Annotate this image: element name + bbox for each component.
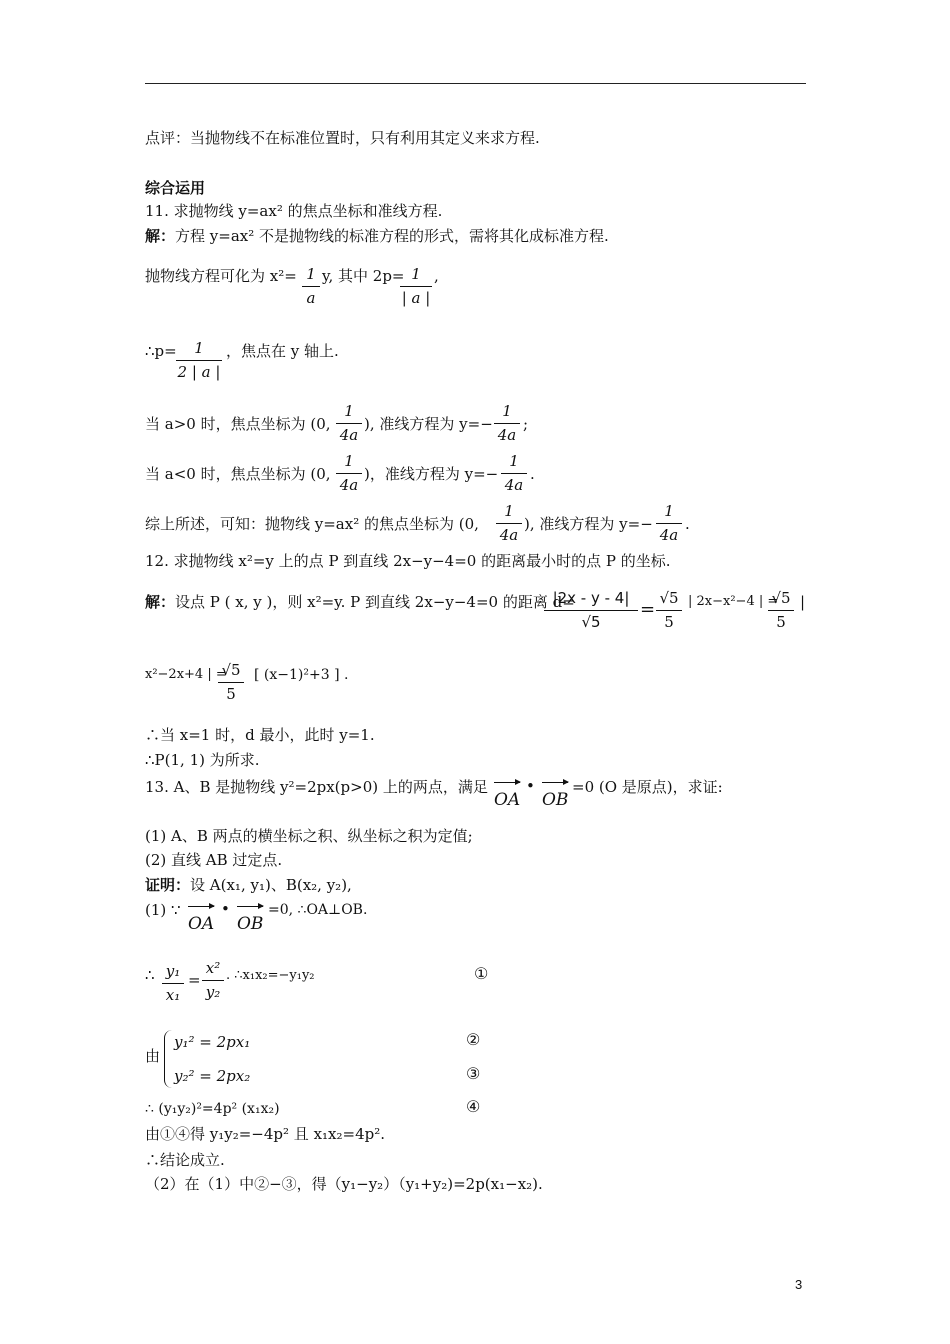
marker-3: ③	[466, 1064, 481, 1083]
solution-label: 解：	[145, 593, 176, 611]
fraction-1-over-4a: 1 4a	[494, 401, 520, 445]
fraction-1-over-4a: 1 4a	[336, 401, 362, 445]
marker-2: ②	[466, 1030, 481, 1049]
p11-line2b: ，焦点在 y 轴上.	[226, 342, 339, 360]
p12-line2b: [ (x−1)²+3 ] .	[254, 667, 349, 683]
p13-claim-2: (2) 直线 AB 过定点.	[145, 851, 283, 869]
problem-13-question-a: 13. A、B 是抛物线 y²=2px(p>0) 上的两点，满足	[145, 778, 488, 796]
solution-label: 解：	[145, 227, 176, 245]
dot-operator: •	[526, 777, 535, 795]
p11-line5b: ), 准线方程为 y=−	[524, 515, 653, 533]
fraction-1-over-4a: 1 4a	[336, 451, 362, 495]
distance-fraction: |2x - y - 4| √5	[544, 588, 638, 632]
fraction-y1-over-x1: y₁ x₁	[162, 961, 184, 1005]
p13-claim-1: (1) A、B 两点的横坐标之积、纵坐标之积为定值;	[145, 827, 473, 845]
fraction-1-over-4a: 1 4a	[501, 451, 527, 495]
p11-line4b: )，准线方程为 y=−	[364, 465, 499, 483]
p12-line1c: |	[800, 593, 806, 611]
p13-step5: 由①④得 y₁y₂=−4p² 且 x₁x₂=4p².	[145, 1125, 386, 1143]
fraction-1-over-abs-a: 1 | a |	[401, 265, 431, 307]
p11-line1c: ,	[434, 267, 439, 285]
system-eq-1: y₁² = 2px₁	[174, 1033, 251, 1051]
problem-13-question-b: =0 (O 是原点)，求证:	[572, 778, 723, 796]
p12-line2a: x²−2x+4 | =	[145, 667, 227, 682]
p13-step6: ∴结论成立.	[145, 1151, 225, 1169]
p11-line3b: ), 准线方程为 y=−	[364, 415, 493, 433]
p11-line3a: 当 a>0 时，焦点坐标为 (0,	[145, 415, 331, 433]
problem-11-solution	[145, 226, 609, 246]
system-brace	[164, 1030, 173, 1088]
fraction-sqrt5-over-5: √5 5	[218, 660, 244, 704]
vector-OA: OA	[188, 914, 214, 934]
fraction-1-over-2abs-a: 1 2 | a |	[177, 339, 221, 381]
comment-text: 点评：当抛物线不在标准位置时，只有利用其定义来求方程.	[145, 129, 540, 147]
problem-11-question: 11. 求抛物线 y=ax² 的焦点坐标和准线方程.	[145, 202, 443, 220]
p13-proof: 证明：设 A(x₁, y₁)、B(x₂, y₂),	[145, 876, 352, 894]
fraction-1-over-4a: 1 4a	[496, 501, 522, 545]
equals-sign: =	[188, 971, 201, 989]
vector-OA: OA	[494, 790, 520, 810]
p13-step2b: . ∴x₁x₂=−y₁y₂	[226, 968, 315, 983]
p12-line1a: 解：设点 P ( x, y )，则 x²=y. P 到直线 2x−y−4=0 的距离 d=	[145, 593, 575, 611]
p11-line5c: .	[685, 515, 690, 533]
marker-4: ④	[466, 1097, 481, 1116]
vector-OB: OB	[237, 914, 263, 934]
p13-step1b: =0, ∴OA⊥OB.	[268, 902, 368, 918]
section-title: 综合运用	[145, 179, 206, 197]
page-number: 3	[795, 1277, 803, 1292]
p12-line3: ∴当 x=1 时，d 最小，此时 y=1.	[145, 726, 375, 744]
p13-step1a: (1) ∵	[145, 901, 181, 919]
p11-line4c: .	[530, 465, 535, 483]
p11-line5a: 综上所述，可知：抛物线 y=ax² 的焦点坐标为 (0,	[145, 515, 479, 533]
problem-12-question: 12. 求抛物线 x²=y 上的点 P 到直线 2x−y−4=0 的距离最小时的点 P 的坐标.	[145, 552, 671, 570]
p13-step7: （2）在（1）中②−③，得（y₁−y₂）（y₁+y₂)=2p(x₁−x₂).	[145, 1175, 543, 1193]
p11-line2a: ∴p=	[145, 342, 177, 360]
p11-line1a: 抛物线方程可化为 x²=	[145, 267, 297, 285]
proof-label: 证明：	[145, 876, 191, 894]
p12-line1b: | 2x−x²−4 | =	[688, 594, 779, 609]
system-eq-2: y₂² = 2px₂	[174, 1067, 251, 1085]
vector-OB: OB	[542, 790, 568, 810]
p13-step2a: ∴	[145, 966, 155, 984]
p13-step4: ∴ (y₁y₂)²=4p² (x₁x₂)	[145, 1101, 280, 1117]
dot-operator: •	[221, 900, 230, 918]
solution-text: 方程 y=ax² 不是抛物线的标准方程的形式，需将其化成标准方程.	[175, 227, 609, 245]
fraction-sqrt5-over-5: √5 5	[656, 588, 682, 632]
fraction-1-over-4a: 1 4a	[656, 501, 682, 545]
p11-line1b: y, 其中 2p=	[322, 267, 405, 285]
fraction-sqrt5-over-5: √5 5	[768, 588, 794, 632]
fraction-1-over-a: 1 a	[302, 264, 320, 308]
marker-1: ①	[474, 964, 489, 983]
p11-line4a: 当 a<0 时，焦点坐标为 (0,	[145, 465, 331, 483]
p12-line4: ∴P(1, 1) 为所求.	[145, 751, 260, 769]
header-rule	[145, 83, 806, 84]
p11-line3c: ;	[523, 415, 529, 433]
equals-sign: =	[640, 599, 656, 620]
fraction-x2-over-y2: x² y₂	[202, 958, 224, 1002]
p13-step3a: 由	[145, 1047, 161, 1065]
